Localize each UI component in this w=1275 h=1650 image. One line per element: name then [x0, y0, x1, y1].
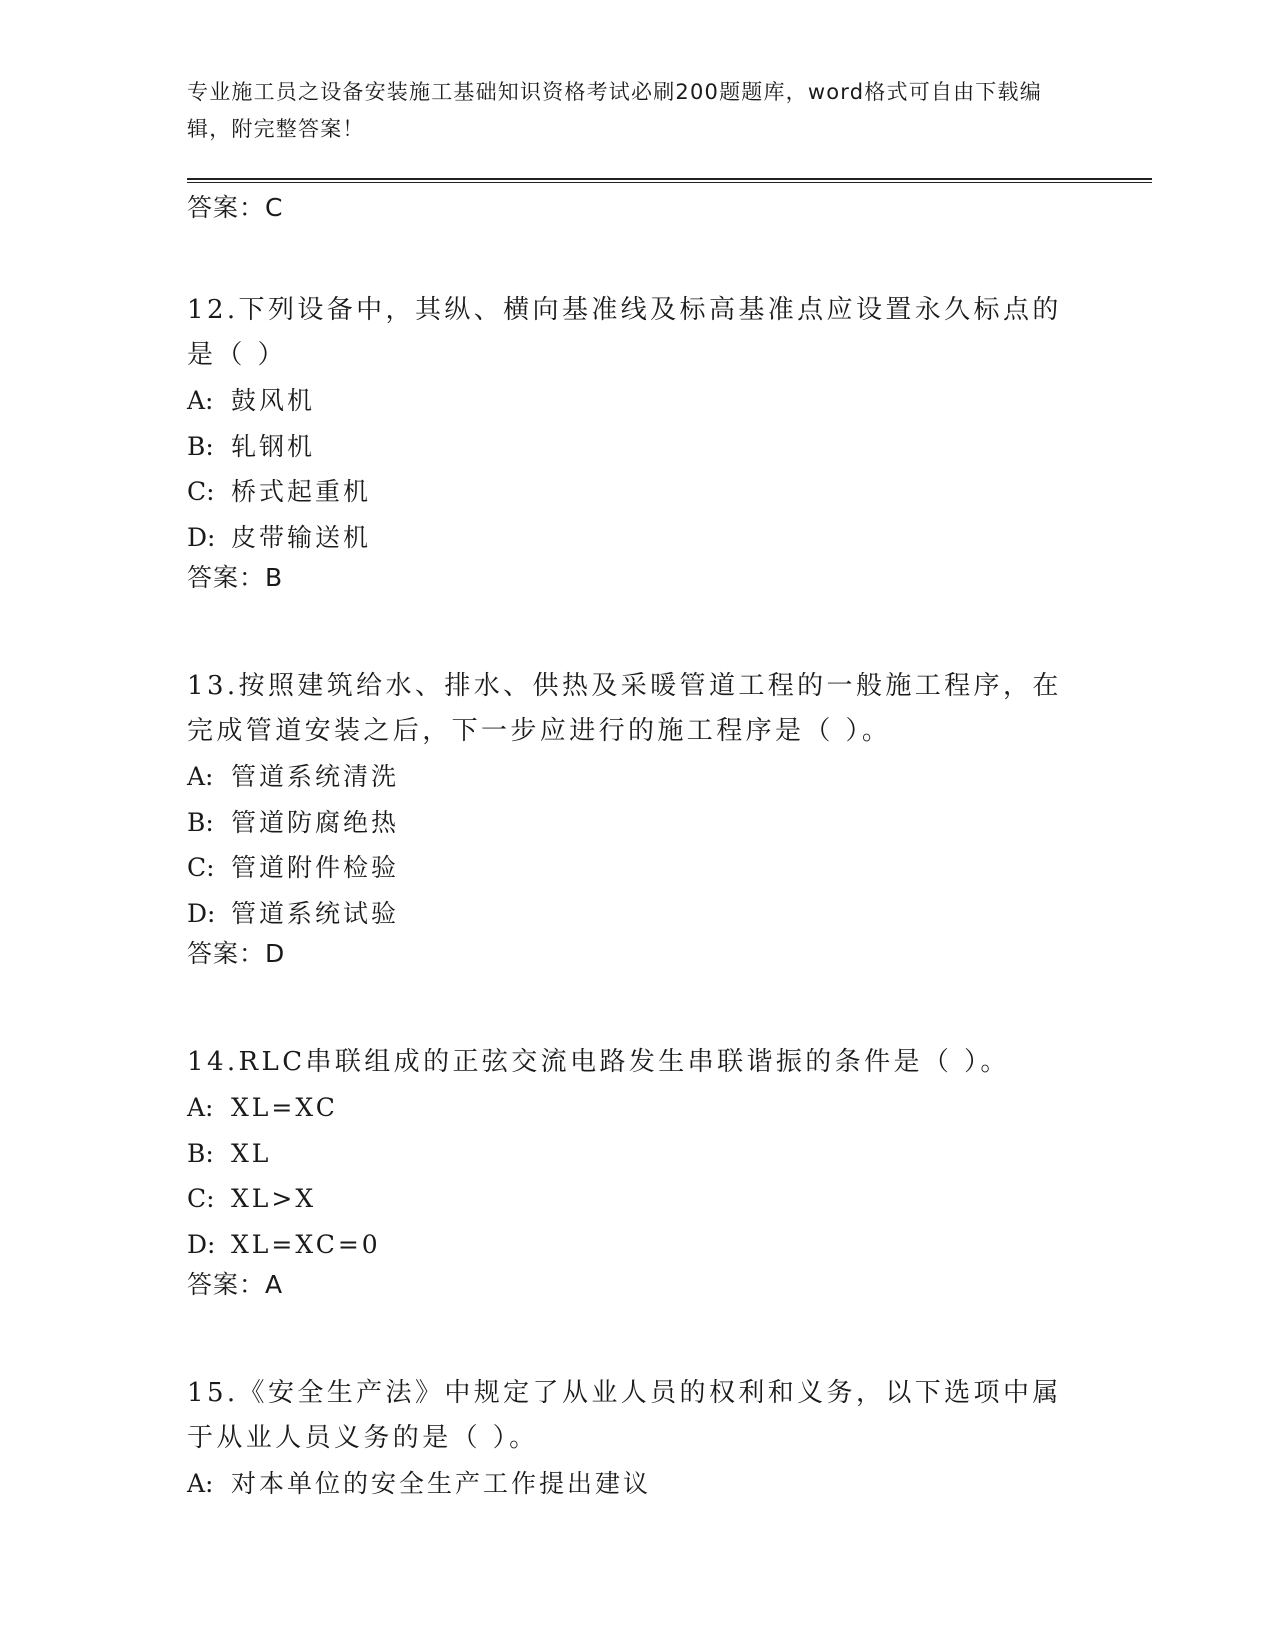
option-text: XL	[231, 1138, 272, 1168]
option-b	[187, 424, 1087, 470]
option-a	[187, 754, 1087, 800]
option-b	[187, 800, 1087, 846]
header-divider	[187, 178, 1152, 183]
option-text: 皮带输送机	[231, 522, 372, 552]
question-answer: 答案：D	[187, 939, 286, 968]
option-letter: A:	[187, 1469, 214, 1498]
option-d	[187, 891, 1087, 937]
option-a	[187, 1461, 1087, 1507]
option-letter: C:	[187, 1184, 215, 1213]
option-letter: D:	[187, 1229, 216, 1259]
option-text: 管道附件检验	[231, 853, 400, 882]
document-title: 专业施工员之设备安装施工基础知识资格考试必刷200题题库，word格式可自由下载编辑，附完整答案！	[187, 80, 1042, 141]
option-letter: C:	[187, 853, 215, 882]
page-header	[187, 74, 1067, 148]
option-text: 管道系统清洗	[231, 762, 400, 791]
option-letter: B:	[187, 1138, 214, 1168]
previous-answer: 答案：C	[187, 193, 284, 222]
question-15	[187, 1371, 1087, 1507]
option-letter: B:	[187, 431, 214, 461]
option-c	[187, 1176, 1087, 1222]
option-b	[187, 1131, 1087, 1177]
option-letter: A:	[187, 762, 214, 791]
option-c	[187, 845, 1087, 891]
option-letter: D:	[187, 522, 216, 552]
option-letter: C:	[187, 477, 215, 506]
question-12	[187, 288, 1087, 596]
option-text: 桥式起重机	[231, 477, 372, 506]
question-answer: 答案：B	[187, 563, 284, 592]
question-stem: 12.下列设备中，其纵、横向基准线及标高基准点应设置永久标点的是（ ）	[187, 295, 1062, 370]
option-text: 管道系统试验	[231, 898, 400, 928]
option-letter: A:	[187, 386, 214, 415]
option-a	[187, 378, 1087, 424]
option-a	[187, 1085, 1087, 1131]
option-d	[187, 1222, 1087, 1268]
question-13	[187, 664, 1087, 972]
question-stem: 13.按照建筑给水、排水、供热及采暖管道工程的一般施工程序，在完成管道安装之后，下一步应进行的施工程序是（ ）。	[187, 671, 1062, 746]
question-list	[187, 190, 1087, 1507]
option-text: XL=XC=0	[231, 1229, 381, 1259]
question-stem: 15.《安全生产法》中规定了从业人员的权利和义务，以下选项中属于从业人员义务的是（ ）。	[187, 1378, 1062, 1453]
option-letter: A:	[187, 1093, 214, 1122]
option-c	[187, 469, 1087, 515]
question-14	[187, 1040, 1087, 1303]
option-text: 管道防腐绝热	[231, 807, 400, 837]
option-text: 鼓风机	[231, 386, 316, 415]
question-stem: 14.RLC串联组成的正弦交流电路发生串联谐振的条件是（ ）。	[187, 1047, 1010, 1077]
option-text: 轧钢机	[231, 431, 316, 461]
option-text: 对本单位的安全生产工作提出建议	[231, 1469, 652, 1498]
option-text: XL>X	[231, 1184, 317, 1213]
option-letter: B:	[187, 807, 214, 837]
option-d	[187, 515, 1087, 561]
option-letter: D:	[187, 898, 216, 928]
option-text: XL=XC	[231, 1093, 338, 1122]
question-answer: 答案：A	[187, 1270, 284, 1299]
